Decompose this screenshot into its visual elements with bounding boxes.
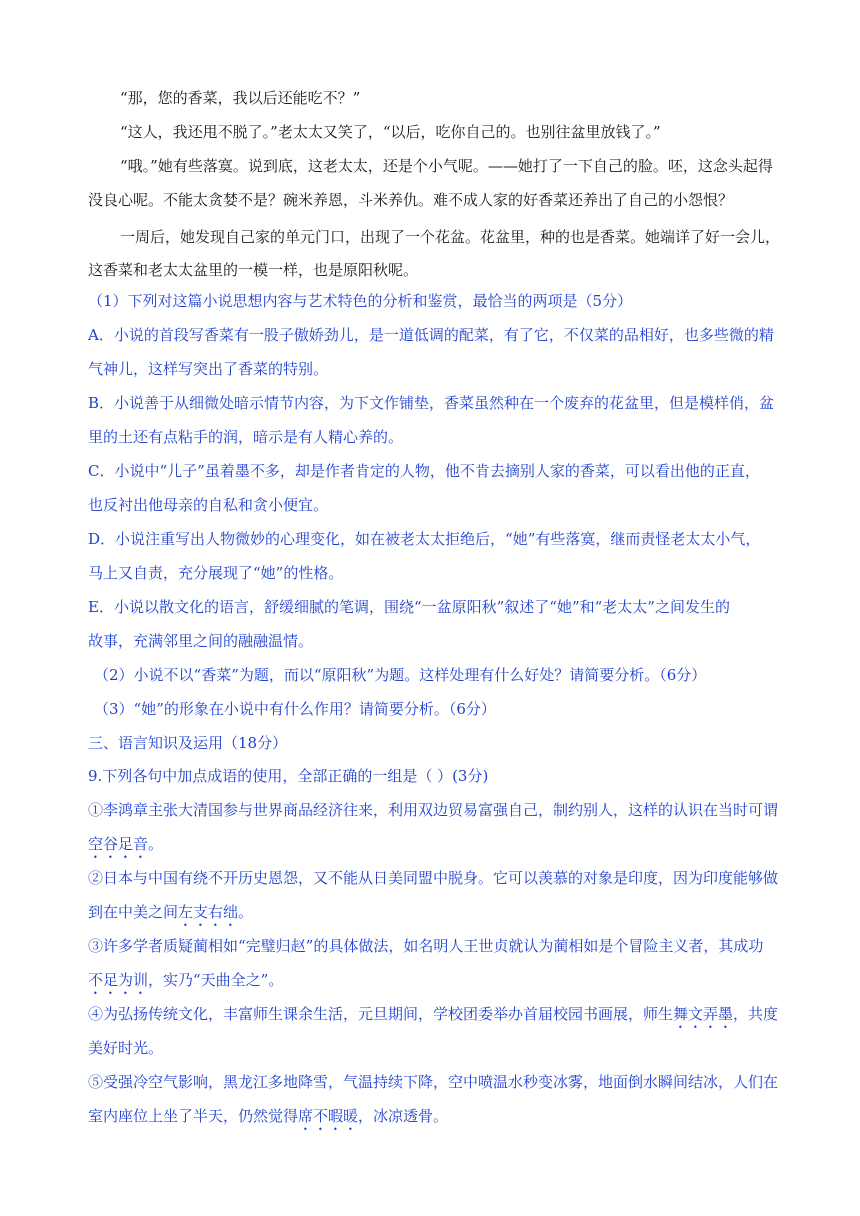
- option-c-line-2: 也反衬出他母亲的自私和贪小便宜。: [88, 496, 329, 514]
- story-line-4b: 这香菜和老太太盆里的一模一样，也是原阳秋呢。: [88, 261, 419, 279]
- option-b-line-1: B．小说善于从细微处暗示情节内容，为下文作铺垫，香菜虽然种在一个废弃的花盆里，但是模样俏，盆: [88, 394, 775, 412]
- sentence-5-line-1: ⑤受强冷空气影响，黑龙江多地降雪，气温持续下降，空中喷温水秒变冰雾，地面倒水瞬间结冰，人们在: [88, 1073, 779, 1091]
- story-line-3b: 没良心呢。不能太贪婪不是？碗米养恩，斗米养仇。难不成人家的好香菜还养出了自己的小怨恨？: [88, 191, 734, 209]
- option-d-line-1: D．小说注重写出人物微妙的心理变化，如在被老太太拒绝后，“她”有些落寞，继而责怪老太太小气，: [88, 530, 761, 548]
- story-line-4a: 一周后，她发现自己家的单元门口，出现了一个花盆。花盆里，种的也是香菜。她端详了好一会儿，: [120, 228, 781, 246]
- dotted-idiom: 不足为训: [88, 971, 149, 989]
- option-d-line-2: 马上又自责，充分展现了“她”的性格。: [88, 564, 344, 582]
- sentence-2-line-1: ②日本与中国有绕不开历史恩怨，又不能从日美同盟中脱身。它可以羡慕的对象是印度，因为印度能够做: [88, 869, 779, 887]
- dotted-idiom: 空谷足音: [88, 835, 149, 853]
- question-9-stem: 9.下列各句中加点成语的使用，全部正确的一组是（ ）(3分): [88, 767, 489, 785]
- sentence-4-line-2: 美好时光。: [88, 1039, 164, 1057]
- sentence-3-line-1: ③许多学者质疑蔺相如“完璧归赵”的具体做法，如名明人王世贞就认为蔺相如是个冒险主义者，其成功: [88, 937, 764, 955]
- sentence-1-line-1: ①李鸿章主张大清国参与世界商品经济往来，利用双边贸易富强自己，制约别人，这样的认识在当时可谓: [88, 801, 779, 819]
- option-e-line-2: 故事，充满邻里之间的融融温情。: [88, 632, 314, 650]
- question-1-stem: （1）下列对这篇小说思想内容与艺术特色的分析和鉴赏，最恰当的两项是（5分）: [88, 292, 633, 310]
- option-a-line-2: 气神儿，这样写突出了香菜的特别。: [88, 360, 329, 378]
- sentence-4-line-1: ④为弘扬传统文化，丰富师生课余生活，元旦期间，学校团委举办首届校园书画展，师生舞文弄墨，共度: [88, 1005, 779, 1023]
- dotted-idiom: 舞文弄墨: [673, 1005, 734, 1023]
- story-line-1: “那，您的香菜，我以后还能吃不？”: [120, 89, 361, 107]
- sentence-3-line-2: 不足为训，实乃“天曲全之”。: [88, 971, 284, 989]
- option-c-line-1: C．小说中“儿子”虽着墨不多，却是作者肯定的人物，他不肯去摘别人家的香菜，可以看出他的正直，: [88, 462, 760, 480]
- sentence-2-line-2: 到在中美之间左支右绌。: [88, 903, 254, 921]
- story-line-3a: “哦。”她有些落寞。说到底，这老太太，还是个小气呢。——她打了一下自己的脸。呸，这念头起得: [120, 157, 773, 175]
- story-line-2: “这人，我还甩不脱了。”老太太又笑了，“以后，吃你自己的。也别往盆里放钱了。”: [120, 123, 661, 141]
- question-2: （2）小说不以“香菜”为题，而以“原阳秋”为题。这样处理有什么好处？请简要分析。（6分）: [94, 666, 707, 684]
- option-a-line-1: A．小说的首段写香菜有一股子傲娇劲儿，是一道低调的配菜，有了它，不仅菜的品相好，也多些微的精: [88, 326, 774, 344]
- dotted-idiom: 席不暇暖: [298, 1107, 359, 1125]
- section-3-heading: 三、语言知识及运用（18分）: [88, 734, 288, 752]
- dotted-idiom: 左支右绌: [178, 903, 239, 921]
- question-3: （3）“她”的形象在小说中有什么作用？请简要分析。（6分）: [94, 700, 496, 718]
- sentence-1-line-2: 空谷足音。: [88, 835, 164, 853]
- sentence-5-line-2: 室内座位上坐了半天，仍然觉得席不暇暖，冰凉透骨。: [88, 1107, 449, 1125]
- option-b-line-2: 里的土还有点粘手的润，暗示是有人精心养的。: [88, 428, 404, 446]
- option-e-line-1: E．小说以散文化的语言，舒缓细腻的笔调，围绕“一盆原阳秋”叙述了“她”和“老太太”之间发生的: [88, 598, 730, 616]
